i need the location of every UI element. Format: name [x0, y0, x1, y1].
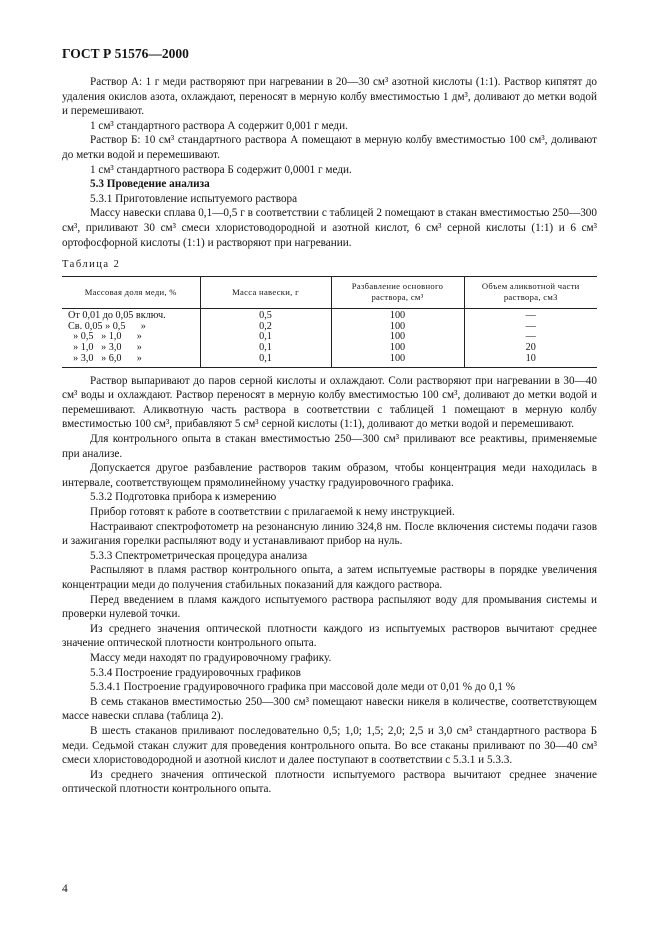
page-number: 4	[62, 883, 68, 895]
table-cell: —	[464, 308, 597, 321]
paragraph: Допускается другое разбавление растворов таким образом, чтобы концентрация меди находилась в интервале, соответствующем прямолинейному участку градуировочного графика.	[62, 462, 597, 489]
paragraph: Настраивают спектрофотометр на резонансную линию 324,8 нм. После включения системы подачи газов и зажигания горелки распыляют воду и устанавливают прибор на нуль.	[62, 520, 597, 548]
paragraph: 1 см³ стандартного раствора Б содержит 0,0001 г меди.	[90, 163, 352, 176]
table-cell: 20	[464, 343, 597, 354]
table-header-cell: Масса навески, г	[200, 276, 331, 308]
paragraph: 1 см³ стандартного раствора А содержит 0,001 г меди.	[90, 119, 348, 132]
document-header: ГОСТ Р 51576—2000	[62, 46, 189, 61]
subsection-heading: 5.3.3 Спектрометрическая процедура анализа	[90, 549, 308, 562]
table-header-cell: Разбавление основного раствора, см³	[331, 276, 464, 308]
table-cell: 0,2	[200, 322, 331, 333]
data-table	[62, 276, 597, 368]
table-cell: 100	[331, 343, 464, 354]
table-cell: 100	[331, 354, 464, 367]
table-cell: 100	[331, 308, 464, 321]
table-cell: 0,5	[200, 308, 331, 321]
paragraph: Распыляют в пламя раствор контрольного опыта, а затем испытуемые растворы в порядке увеличения концентрации меди до получения стабильных показаний для каждого раствора.	[62, 564, 597, 592]
table-cell: Св. 0,05 » 0,5 »	[68, 320, 146, 332]
table-cell: 0,1	[200, 343, 331, 354]
table-row	[62, 322, 597, 333]
table-row	[62, 308, 597, 321]
table-header-cell: Массовая доля меди, %	[62, 276, 200, 308]
paragraph: Для контрольного опыта в стакан вместимостью 250—300 см³ приливают все реактивы, применяемые при анализе.	[62, 433, 597, 460]
paragraph: Перед введением в пламя каждого испытуемого раствора распыляют воду для промывания системы и проверки нулевой точки.	[62, 593, 597, 621]
table-cell: » 0,5 » 1,0 »	[68, 331, 142, 343]
table-cell: 10	[464, 354, 597, 367]
table-cell: 0,1	[200, 332, 331, 343]
subsection-heading: 5.3.2 Подготовка прибора к измерению	[90, 491, 277, 504]
subsection-heading: 5.3.4.1 Построение градуировочного графика при массовой доле меди от 0,01 % до 0,1 %	[90, 681, 516, 694]
document-body	[62, 75, 597, 797]
paragraph: В семь стаканов вместимостью 250—300 см³ помещают навески никеля в количестве, соответствующем массе навески сплава (таблица 2).	[62, 695, 597, 723]
paragraph: Раствор Б: 10 см³ стандартного раствора А помещают в мерную колбу вместимостью 100 см³, доливают до метки водой и перемешивают.	[62, 134, 597, 161]
table-row	[62, 343, 597, 354]
paragraph: Прибор готовят к работе в соответствии с прилагаемой к нему инструкцией.	[90, 506, 455, 519]
paragraph: Массу меди находят по градуировочному графику.	[90, 651, 332, 664]
table-cell: —	[464, 322, 597, 333]
table-cell: » 3,0 » 6,0 »	[62, 354, 200, 367]
table-cell: От 0,01 до 0,05 включ.	[68, 309, 166, 321]
paragraph: Массу навески сплава 0,1—0,5 г в соответствии с таблицей 2 помещают в стакан вместимостью 250—300 см³, приливают 30 см³ смеси хлористоводородной и азотной кислот, 6 см³ серной кислоты (1:1) и 6 см³ ортофосфорной кислоты (1:1) и растворяют при нагревании.	[62, 207, 597, 249]
table-cell: 0,1	[200, 354, 331, 367]
table-cell: —	[464, 332, 597, 343]
table-cell: » 1,0 » 3,0 »	[68, 342, 142, 354]
subsection-heading: 5.3.1 Приготовление испытуемого раствора	[90, 192, 298, 205]
table-caption: Таблица 2	[62, 259, 121, 271]
table-row	[62, 332, 597, 343]
paragraph: В шесть стаканов приливают последовательно 0,5; 1,0; 1,5; 2,0; 2,5 и 3,0 см³ стандартного раствора Б меди. Седьмой стакан служит для проведения контрольного опыта. Во все стаканы приливают по 30—40 см³ смеси хлористоводородной и азотной кислот и далее поступают в соответствии с 5.3.1 и 5.3.3.	[62, 724, 597, 767]
table-header-cell: Объем аликвотной части раствора, см3	[464, 276, 597, 308]
section-heading: 5.3 Проведение анализа	[90, 178, 210, 191]
paragraph: Из среднего значения оптической плотности испытуемого раствора вычитают среднее значение оптической плотности контрольного опыта.	[62, 768, 597, 796]
table-cell: 100	[331, 322, 464, 333]
table-cell: 100	[331, 332, 464, 343]
paragraph: Раствор А: 1 г меди растворяют при нагревании в 20—30 см³ азотной кислоты (1:1). Раствор кипятят до удаления окислов азота, охлаждают, переносят в мерную колбу вместимостью 1 дм³, доливают до метки водой и перемешивают.	[62, 76, 597, 118]
paragraph: Раствор выпаривают до паров серной кислоты и охлаждают. Соли растворяют при нагревании в 30—40 см³ воды и охлаждают. Раствор переносят в мерную колбу вместимостью 100 см³, доливают до метки водой и перемешивают. Аликвотную часть раствора в соответствии с таблицей 1 помещают в мерную колбу вместимостью 100 см³, прибавляют 5 см³ серной кислоты (1:1), доливают до метки водой и перемешивают.	[62, 374, 597, 431]
paragraph: Из среднего значения оптической плотности каждого из испытуемых растворов вычитают среднее значение оптической плотности контрольного опыта.	[62, 622, 597, 650]
subsection-heading: 5.3.4 Построение градуировочных графиков	[90, 666, 301, 679]
table-row	[62, 354, 597, 367]
